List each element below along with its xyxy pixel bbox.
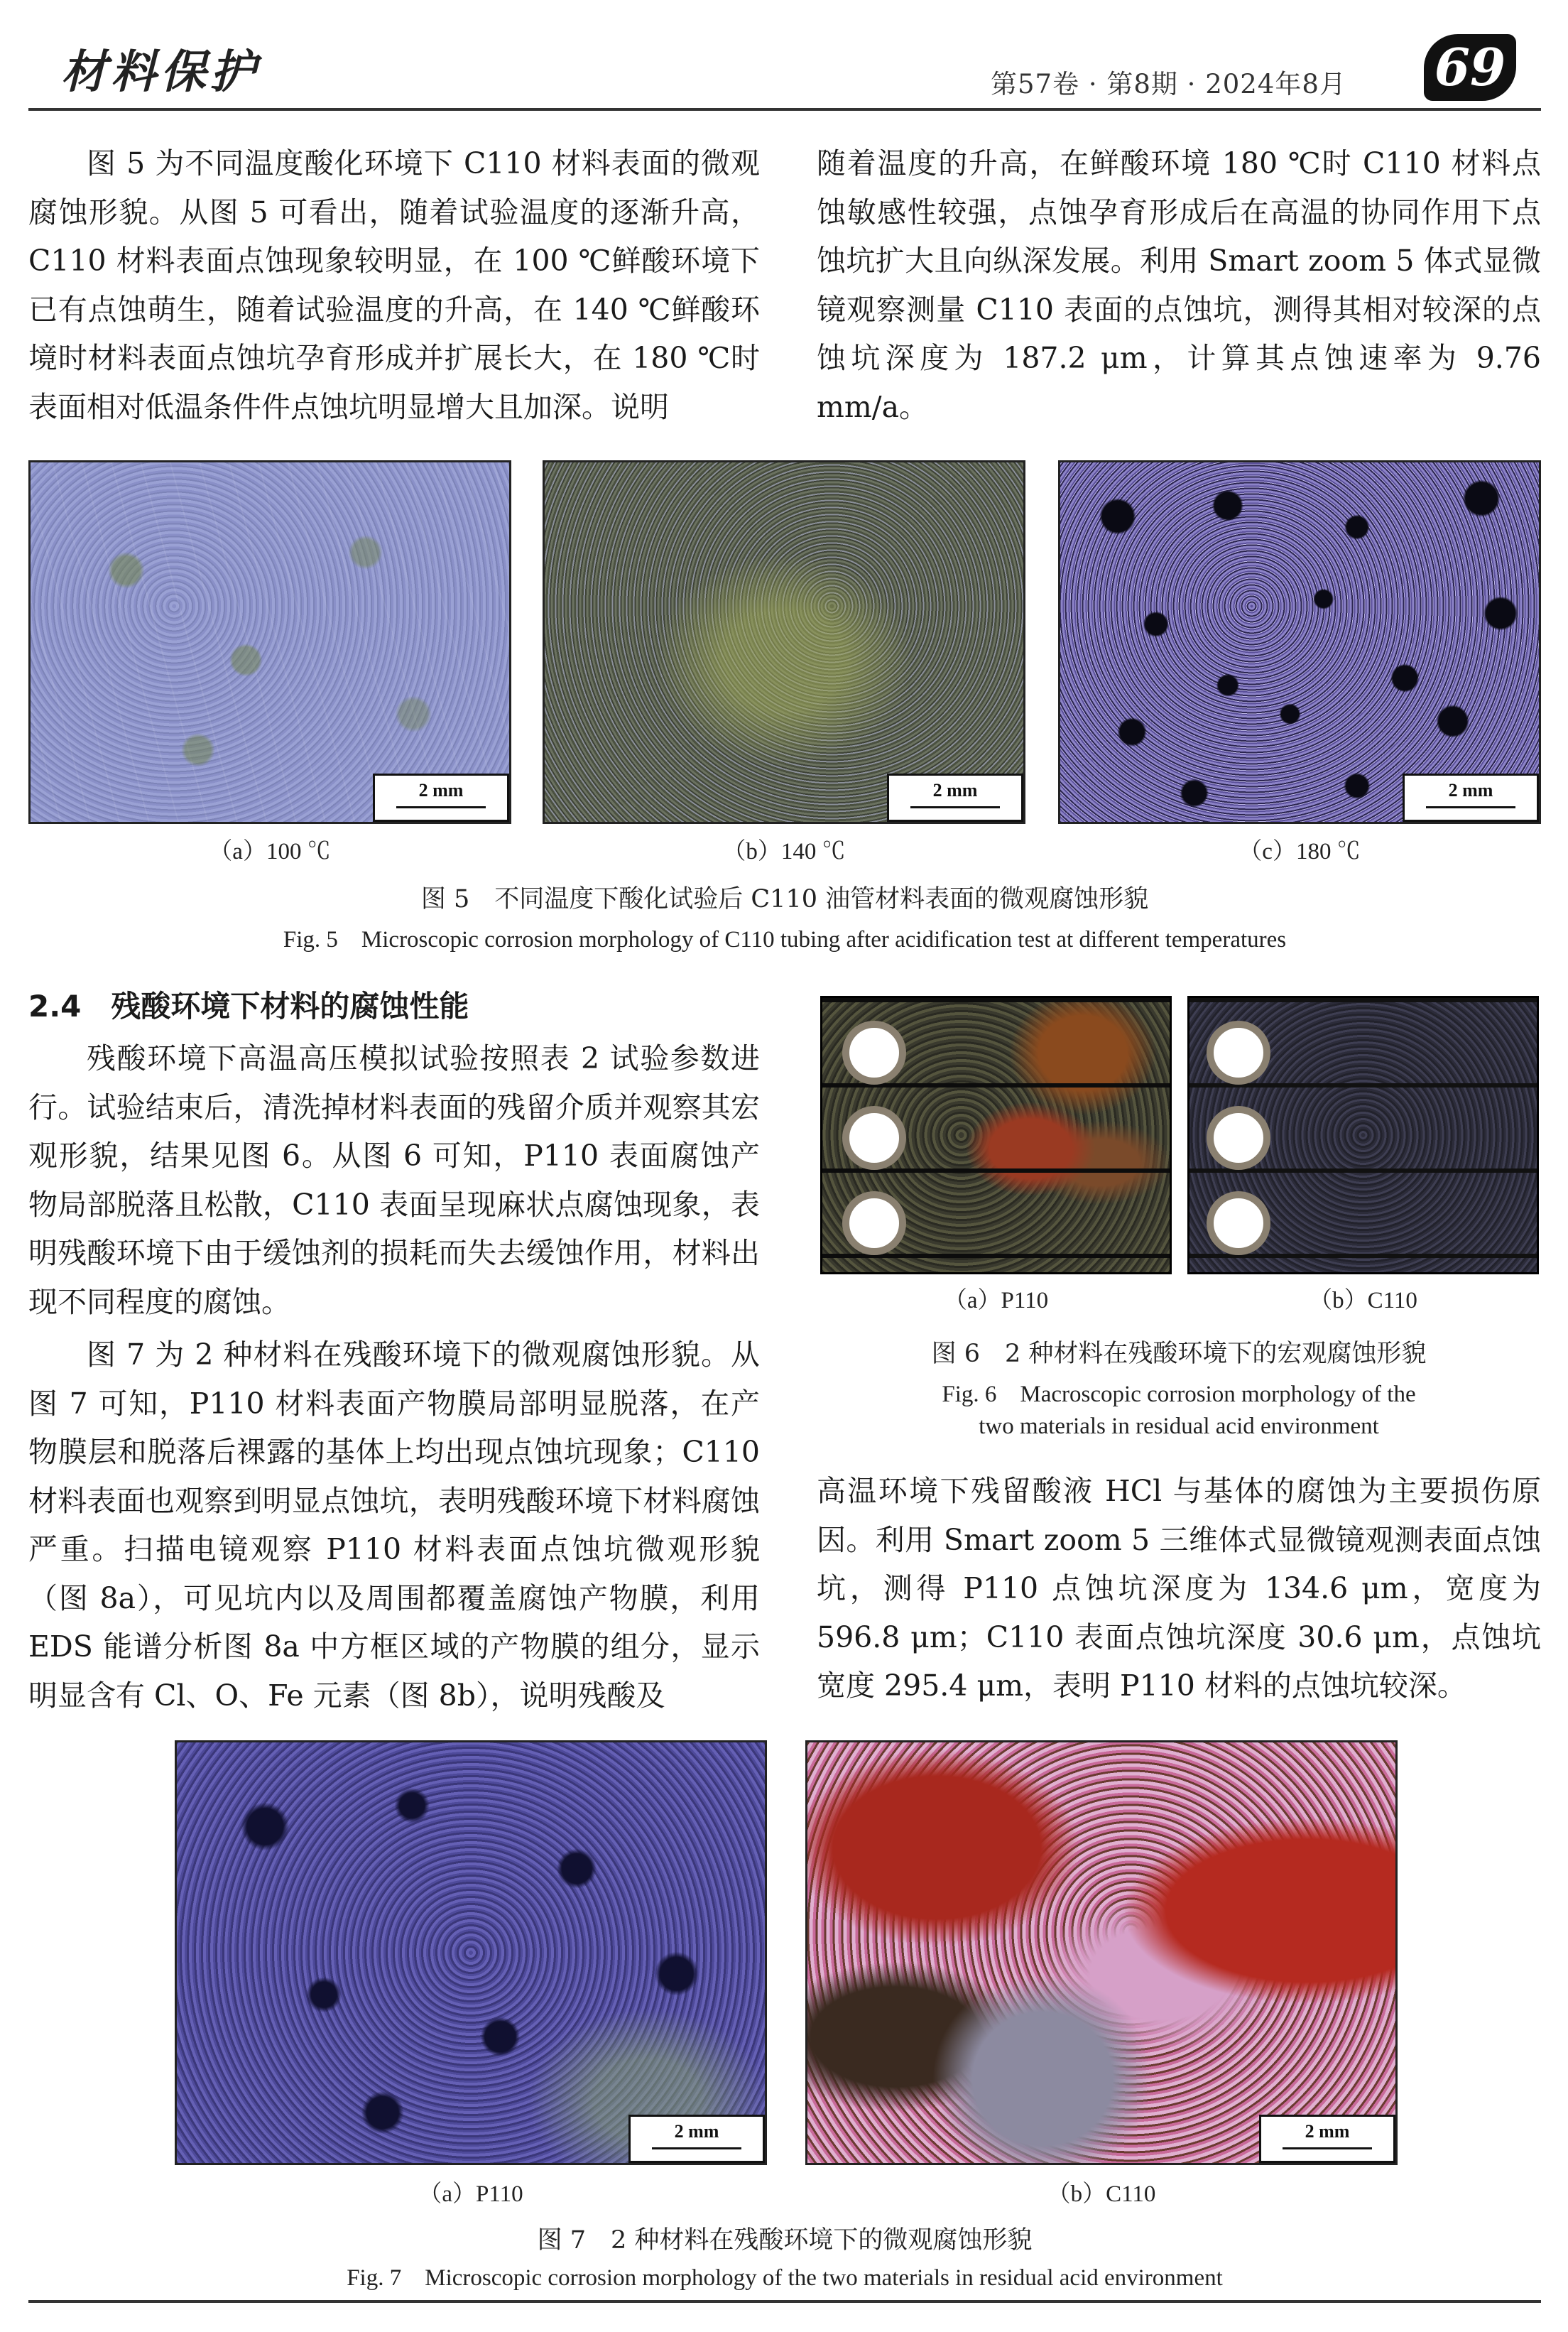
fig6-caption-cn: 图 6 2 种材料在残酸环境下的宏观腐蚀形貌 xyxy=(931,1340,1427,1368)
fig6-subcaption-a: （a）P110 xyxy=(943,1288,1049,1313)
scale-bar: 2 mm xyxy=(628,2115,765,2163)
fig6-caption-en-line1: Fig. 6 Macroscopic corrosion morphology of the xyxy=(942,1382,1416,1407)
fig5-caption-cn: 图 5 不同温度下酸化试验后 C110 油管材料表面的微观腐蚀形貌 xyxy=(420,885,1149,913)
fig5-photo-c xyxy=(1058,460,1541,824)
section-paragraph-1: 残酸环境下高温高压模拟试验按照表 2 试验参数进行。试验结束后，清洗掉材料表面的残留介质并观察其宏观形貌，结果见图 6。从图 6 可知，P110 表面腐蚀产物局部脱落且松散，C110 表面呈现麻状点腐蚀现象，表明残酸环境下由于缓蚀剂的损耗而失去缓蚀作用，材料出现不同程度的腐蚀。 xyxy=(28,1041,760,1319)
issue-info: 第57卷 · 第8期 · 2024年8月 xyxy=(991,69,1346,99)
journal-logo: 材料保护 xyxy=(61,45,260,99)
fig5-caption-en: Fig. 5 Microscopic corrosion morphology of C110 tubing after acidification test at different temperatures xyxy=(283,927,1287,953)
specimen-hole xyxy=(1207,1106,1270,1170)
specimen-hole xyxy=(842,1106,906,1170)
specimen-hole xyxy=(842,1021,906,1085)
footer-rule xyxy=(28,2300,1541,2303)
scale-bar: 2 mm xyxy=(887,774,1023,822)
fig5-photo-b xyxy=(543,460,1025,824)
scale-bar: 2 mm xyxy=(1259,2115,1395,2163)
top-left-paragraph: 图 5 为不同温度酸化环境下 C110 材料表面的微观腐蚀形貌。从图 5 可看出，随着试验温度的逐渐升高，C110 材料表面点蚀现象较明显，在 100 ℃鲜酸环境下已有点蚀萌生，随着试验温度的升高，在 140 ℃鲜酸环境时材料表面点蚀坑孕育形成并扩展长大，在 180 ℃时表面相对低温条件件点蚀坑明显增大且加深。说明 xyxy=(28,146,760,424)
fig7-caption-cn: 图 7 2 种材料在残酸环境下的微观腐蚀形貌 xyxy=(537,2226,1033,2255)
section-paragraph-2: 图 7 为 2 种材料在残酸环境下的微观腐蚀形貌。从图 7 可知，P110 材料表面产物膜局部明显脱落，在产物膜层和脱落后裸露的基体上均出现点蚀坑现象；C110 材料表面也观察到明显点蚀坑，表明残酸环境下材料腐蚀严重。扫描电镜观察 P110 材料表面点蚀坑微观形貌（图 8a），可见坑内以及周围都覆盖腐蚀产物膜，利用 EDS 能谱分析图 8a 中方框区域的产物膜的组分，显示明显含有 Cl、O、Fe 元素（图 8b），说明残酸及 xyxy=(28,1338,760,1713)
top-right-paragraph: 随着温度的升高，在鲜酸环境 180 ℃时 C110 材料点蚀敏感性较强，点蚀孕育形成后在高温的协同作用下点蚀坑扩大且向纵深发展。利用 Smart zoom 5 体式显微镜观察测量 C110 表面的点蚀坑，测得其相对较深的点蚀坑深度为 187.2 μm，计算其点蚀速率为 9.76 mm/a。 xyxy=(817,146,1541,424)
fig5-photo-a xyxy=(28,460,511,824)
fig7-subcaption-b: （b）C110 xyxy=(1047,2181,1156,2207)
fig5-subcaption-c: （c）180 ℃ xyxy=(1238,839,1361,864)
fig6-caption-en-line2: two materials in residual acid environment xyxy=(979,1414,1379,1439)
fig7-photo-b xyxy=(805,1740,1398,2165)
fig6-subcaption-b: （b）C110 xyxy=(1309,1288,1417,1313)
specimen-hole xyxy=(1207,1021,1270,1085)
section-heading: 2.4 残酸环境下材料的腐蚀性能 xyxy=(28,989,469,1024)
specimen-hole xyxy=(1207,1191,1270,1255)
scale-bar: 2 mm xyxy=(1403,774,1539,822)
header-rule xyxy=(28,108,1541,111)
fig7-photo-a xyxy=(175,1740,767,2165)
fig7-subcaption-a: （a）P110 xyxy=(418,2181,523,2207)
fig5-subcaption-a: （a）100 ℃ xyxy=(209,839,331,864)
fig5-subcaption-b: （b）140 ℃ xyxy=(722,839,846,864)
fig6-photo-b xyxy=(1187,996,1539,1274)
section-paragraph-3: 高温环境下残留酸液 HCl 与基体的腐蚀为主要损伤原因。利用 Smart zoom 5 三维体式显微镜观测表面点蚀坑，测得 P110 点蚀坑深度为 134.6 μm，宽度为 596.8 μm；C110 表面点蚀坑深度 30.6 μm，点蚀坑宽度 295.4 μm，表明 P110 材料的点蚀坑较深。 xyxy=(817,1474,1541,1703)
page-number: 69 xyxy=(1424,34,1516,101)
specimen-hole xyxy=(842,1191,906,1255)
scale-bar: 2 mm xyxy=(373,774,509,822)
fig7-caption-en: Fig. 7 Microscopic corrosion morphology of the two materials in residual acid environment xyxy=(347,2265,1223,2291)
fig6-photo-a xyxy=(820,996,1172,1274)
